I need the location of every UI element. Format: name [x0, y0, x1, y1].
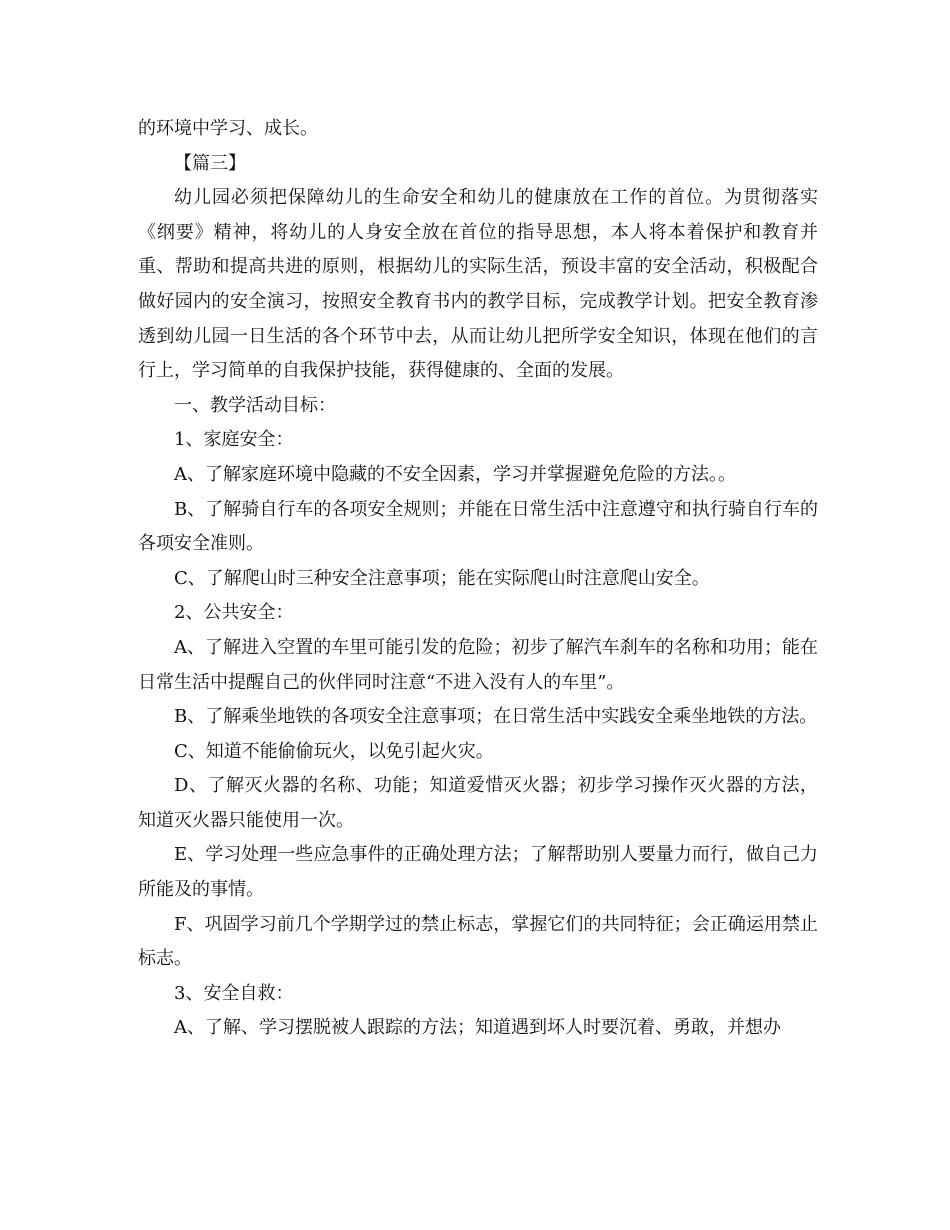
heading-teaching-goals: 一、教学活动目标： — [174, 394, 336, 416]
list-item: C、了解爬山时三种安全注意事项；能在实际爬山时注意爬山安全。 — [174, 567, 710, 589]
list-item: C、知道不能偷偷玩火，以免引起火灾。 — [174, 740, 494, 762]
list-item: A、了解、学习摆脱被人跟踪的方法；知道遇到坏人时要沉着、勇敢，并想办 — [174, 1017, 781, 1039]
list-item: B、了解骑自行车的各项安全规则；并能在日常生活中注意遵守和执行骑自行车的各项安全准则。 — [138, 498, 818, 555]
list-item: B、了解乘坐地铁的各项安全注意事项；在日常生活中实践安全乘坐地铁的方法。 — [174, 706, 818, 728]
subheading-public-safety: 2、公共安全： — [174, 602, 294, 624]
subheading-home-safety: 1、家庭安全： — [174, 429, 294, 451]
list-item: F、巩固学习前几个学期学过的禁止标志，掌握它们的共同特征；会正确运用禁止标志。 — [138, 913, 818, 970]
document-body — [138, 112, 818, 1046]
list-item: D、了解灭火器的名称、功能；知道爱惜灭火器；初步学习操作灭火器的方法，知道灭火器只能使用一次。 — [138, 775, 818, 831]
subheading-self-rescue: 3、安全自救： — [174, 982, 294, 1004]
list-item: A、了解进入空置的车里可能引发的危险；初步了解汽车刹车的名称和功用；能在日常生活中提醒自己的伙伴同时注意“不进入没有人的车里”。 — [138, 636, 818, 693]
list-item: E、学习处理一些应急事件的正确处理方法；了解帮助别人要量力而行，做自己力所能及的事情。 — [138, 844, 818, 901]
intro-paragraph: 幼儿园必须把保障幼儿的生命安全和幼儿的健康放在工作的首位。为贯彻落实《纲要》精神，将幼儿的人身安全放在首位的指导思想，本人将本着保护和教育并重、帮助和提高共进的原则，根据幼儿的实际生活，预设丰富的安全活动，积极配合做好园内的安全演习，按照安全教育书内的教学目标，完成教学计划。把安全教育渗透到幼儿园一日生活的各个环节中去，从而让幼儿把所学安全知识，体现在他们的言行上，学习简单的自我保护技能，获得健康的、全面的发展。 — [138, 187, 818, 382]
paragraph-continuation: 的环境中学习、成长。 — [138, 118, 318, 139]
list-item: A、了解家庭环境中隐藏的不安全因素，学习并掌握避免危险的方法。。 — [174, 463, 736, 485]
section-heading-part-three: 【篇三】 — [174, 152, 246, 174]
